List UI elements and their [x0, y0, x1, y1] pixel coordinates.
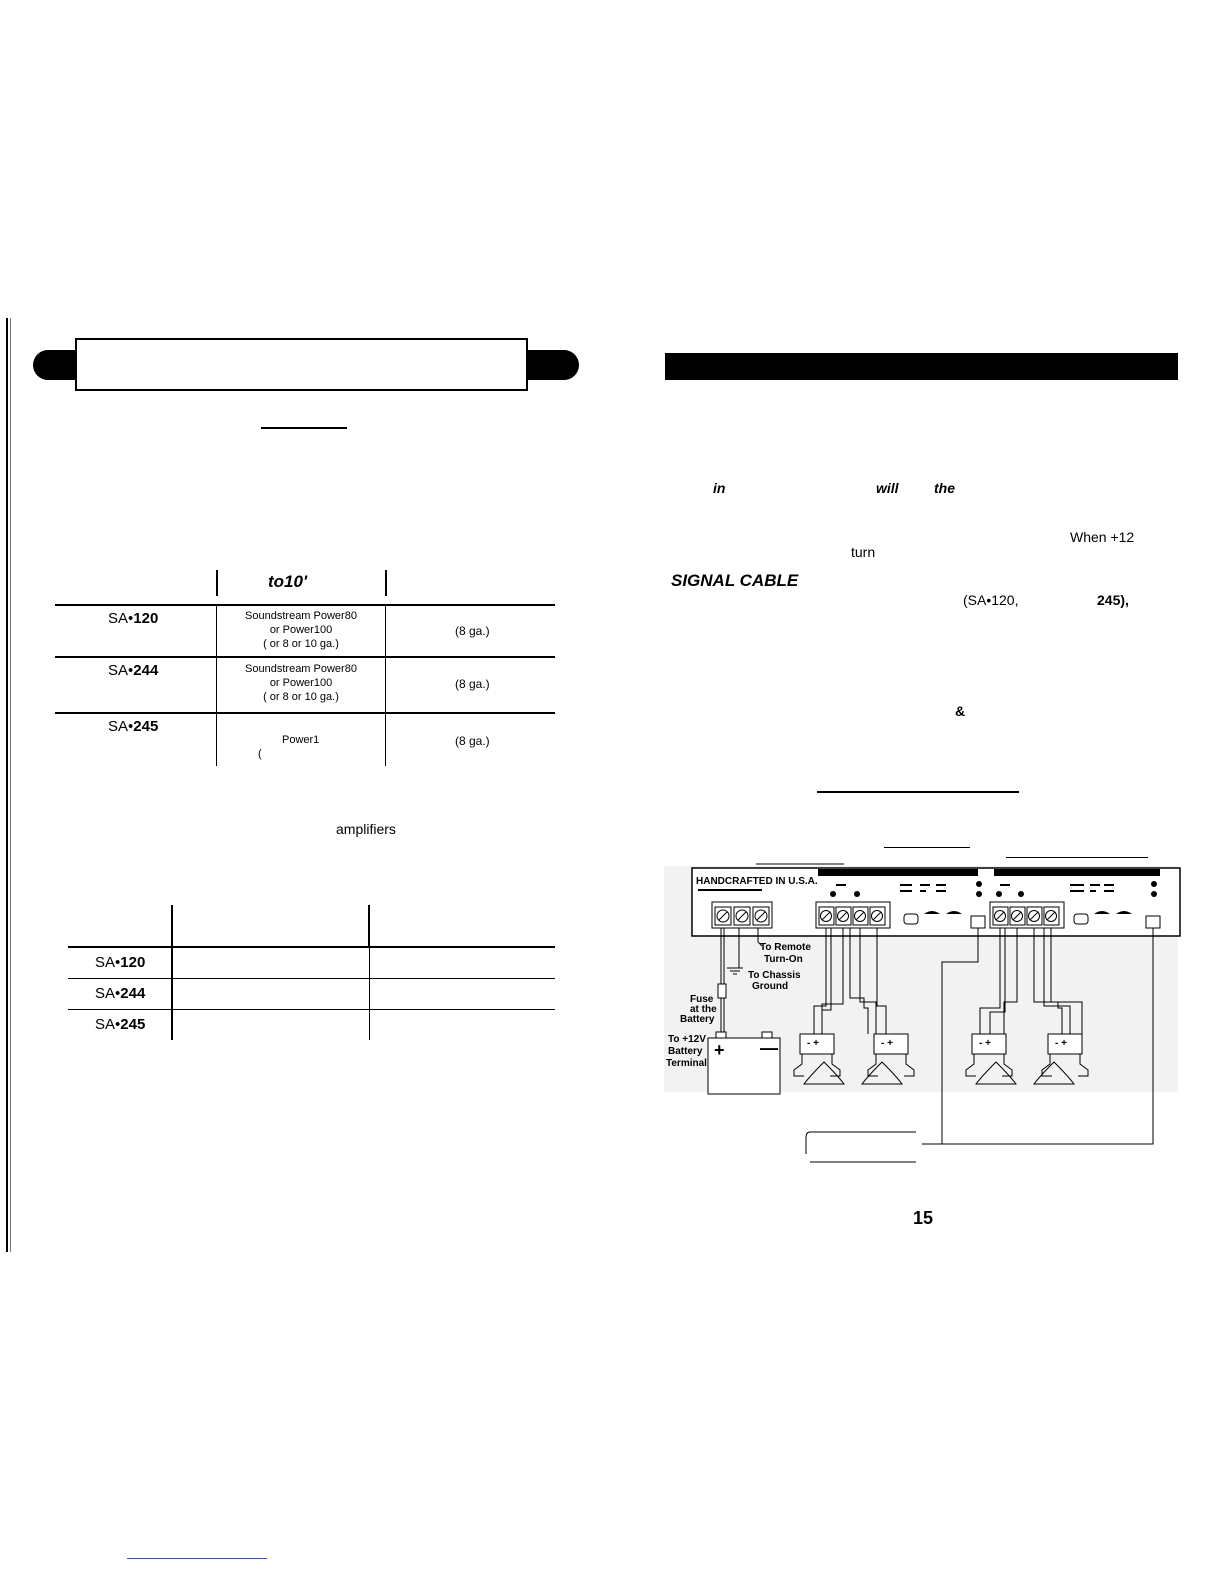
svg-text:- +: - +	[807, 1038, 819, 1049]
chassis-label-2: Ground	[752, 981, 789, 992]
remote-label-2: Turn-On	[764, 954, 803, 965]
fuse-label-1: Fuse	[690, 994, 714, 1005]
fuse-label-3: Battery	[680, 1014, 715, 1025]
amplifiers-text: amplifiers	[336, 821, 396, 837]
banner-left-rule	[75, 338, 77, 391]
model-number: 244	[133, 662, 159, 679]
section-header-bar	[665, 353, 1178, 380]
battery-label-3: Terminal	[666, 1058, 707, 1069]
model-prefix: SA•	[108, 662, 134, 679]
table-row	[95, 985, 145, 1002]
table1-rule	[55, 656, 555, 658]
wiring-diagram-svg	[664, 858, 1184, 1178]
cable-line: Soundstream Power80	[245, 663, 357, 675]
gauge-value: (8 ga.)	[455, 677, 490, 691]
gauge-value: (8 ga.)	[455, 624, 490, 638]
text-fragment-will: will	[876, 480, 899, 496]
text-fragment-amp: &	[955, 703, 966, 719]
table1-header-mid: to10'	[268, 572, 307, 591]
banner-right-cap	[527, 350, 579, 380]
cable-line: ( or 8 or 10 ga.)	[263, 691, 339, 703]
table2-rule	[68, 946, 555, 948]
model-prefix: SA•	[108, 610, 134, 627]
chassis-label-1: To Chassis	[748, 970, 801, 981]
footer-link-underline	[127, 1558, 267, 1559]
svg-text:- +: - +	[1055, 1038, 1067, 1049]
table-row	[108, 718, 158, 735]
model-number: 245	[120, 1016, 146, 1033]
model-prefix: SA•	[95, 954, 121, 971]
banner-bottom-rule	[75, 389, 528, 391]
table-row	[95, 1016, 145, 1033]
model-prefix: SA•	[95, 1016, 121, 1033]
left-edge-line	[6, 318, 8, 1252]
table-row	[108, 662, 158, 679]
diagram-label-underline	[884, 847, 970, 848]
svg-text:+: +	[714, 1040, 725, 1060]
table1-rule	[55, 604, 555, 606]
text-fragment-245: 245),	[1097, 592, 1129, 608]
battery-label-1: To +12V	[668, 1034, 706, 1045]
handcrafted-label: HANDCRAFTED IN U.S.A.	[696, 876, 818, 887]
cable-spec	[222, 609, 380, 651]
model-prefix: SA•	[95, 985, 121, 1002]
left-edge-line-thin	[10, 318, 11, 1252]
banner-left-cap	[33, 350, 77, 380]
model-number: 120	[133, 610, 159, 627]
table1-col-divider	[216, 604, 217, 766]
battery-label-2: Battery	[668, 1046, 703, 1057]
table2-col-divider	[171, 948, 173, 1040]
cable-line: ( or 8 or 10 ga.)	[263, 638, 339, 650]
page-number: 15	[913, 1208, 934, 1228]
table1-col-divider	[385, 604, 386, 766]
table1-header-divider-left	[216, 570, 218, 596]
text-fragment-models	[963, 592, 1019, 608]
table-row	[95, 954, 145, 971]
wiring-diagram	[664, 858, 1184, 1178]
banner-top-rule	[75, 338, 528, 340]
svg-text:- +: - +	[979, 1038, 991, 1049]
table2-header-divider	[368, 905, 370, 947]
table2-rule	[68, 978, 555, 979]
text-fragment-sa120: (SA•120,	[963, 592, 1019, 608]
gauge-value: (8 ga.)	[455, 734, 490, 748]
cable-line: Power1	[282, 734, 320, 746]
diagram-title-underline	[817, 791, 1019, 793]
table2-rule	[68, 1009, 555, 1010]
text-fragment-when: When +12	[1070, 529, 1135, 545]
cable-line: Soundstream Power80	[245, 610, 357, 622]
text-fragment-turn: turn	[851, 544, 876, 560]
cable-line: (	[258, 748, 262, 760]
model-number: 120	[120, 954, 146, 971]
table2-header-divider	[171, 905, 173, 947]
subheading-underline	[261, 427, 347, 429]
model-number: 245	[133, 718, 159, 735]
cable-line: or Power100	[269, 677, 333, 689]
cable-spec	[222, 662, 380, 704]
svg-text:- +: - +	[881, 1038, 893, 1049]
table1-rule	[55, 712, 555, 714]
signal-cable-heading: SIGNAL CABLE	[671, 571, 799, 590]
model-number: 244	[120, 985, 146, 1002]
text-fragment-in: in	[713, 480, 726, 496]
table-row	[108, 610, 158, 627]
model-prefix: SA•	[108, 718, 134, 735]
remote-label-1: To Remote	[760, 942, 811, 953]
cable-line: or Power100	[269, 624, 333, 636]
svg-text:—: —	[760, 1038, 778, 1058]
table2-col-divider	[369, 948, 370, 1040]
text-fragment-the: the	[934, 480, 955, 496]
fuse-label-2: at the	[690, 1004, 717, 1015]
table1-header-divider-right	[385, 570, 387, 596]
banner-right-rule	[526, 338, 528, 391]
